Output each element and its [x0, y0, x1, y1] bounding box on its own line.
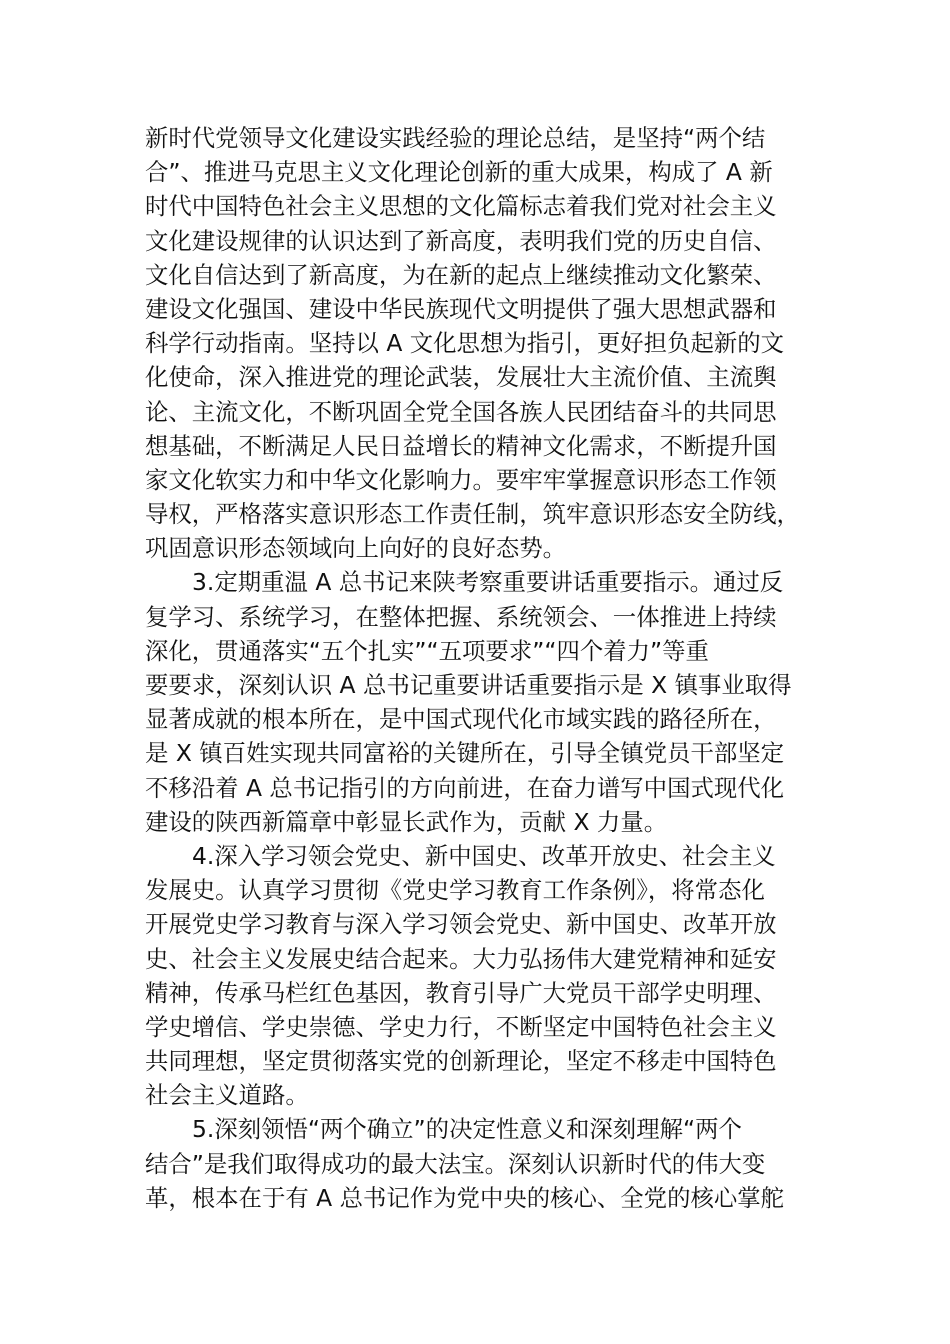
text-line: 共同理想，坚定贯彻落实党的创新理论，坚定不移走中国特色 — [145, 1047, 777, 1076]
text-line: 革，根本在于有 A 总书记作为党中央的核心、全党的核心掌舵 — [145, 1183, 785, 1212]
text-line: 想基础，不断满足人民日益增长的精神文化需求，不断提升国 — [145, 431, 777, 460]
text-line: 社会主义道路。 — [145, 1081, 309, 1110]
text-line: 建设的陕西新篇章中彰显长武作为，贡献 X 力量。 — [145, 807, 668, 836]
text-line: 发展史。认真学习贯彻《党史学习教育工作条例》，将常态化 — [145, 876, 765, 905]
text-line: 复学习、系统学习，在整体把握、系统领会、一体推进上持续 — [145, 602, 777, 631]
text-line: 文化自信达到了新高度，为在新的起点上继续推动文化繁荣、 — [145, 260, 777, 289]
text-line: 论、主流文化，不断巩固全党全国各族人民团结奋斗的共同思 — [145, 397, 777, 426]
text-line: 显著成就的根本所在，是中国式现代化市域实践的路径所在， — [145, 705, 777, 734]
text-line: 不移沿着 A 总书记指引的方向前进，在奋力谱写中国式现代化 — [145, 773, 785, 802]
text-line: 文化建设规律的认识达到了新高度，表明我们党的历史自信、 — [145, 226, 777, 255]
text-line: 化使命，深入推进党的理论武装，发展壮大主流价值、主流舆 — [145, 363, 777, 392]
text-line: 史、社会主义发展史结合起来。大力弘扬伟大建党精神和延安 — [145, 944, 777, 973]
text-line: 要要求，深刻认识 A 总书记重要讲话重要指示是 X 镇事业取得 — [145, 671, 792, 699]
text-line: 开展党史学习教育与深入学习领会党史、新中国史、改革开放 — [145, 910, 777, 939]
text-line: 精神，传承马栏红色基因，教育引导广大党员干部学史明理、 — [145, 978, 777, 1007]
text-line: 科学行动指南。坚持以 A 文化思想为指引，更好担负起新的文 — [145, 329, 785, 358]
text-line: 合”、推进马克思主义文化理论创新的重大成果，构成了 A 新 — [145, 158, 773, 187]
text-line: 结合”是我们取得成功的最大法宝。深刻认识新时代的伟大变 — [145, 1149, 766, 1178]
paragraph-3-start: 3.定期重温 A 总书记来陕考察重要讲话重要指示。通过反 — [192, 568, 784, 597]
text-line: 深化，贯通落实“五个扎实”“五项要求”“四个着力”等重 — [145, 636, 709, 665]
text-line: 导权，严格落实意识形态工作责任制，筑牢意识形态安全防线， — [145, 500, 800, 529]
text-line: 家文化软实力和中华文化影响力。要牢牢掌握意识形态工作领 — [145, 465, 777, 494]
text-line: 巩固意识形态领域向上向好的良好态势。 — [145, 534, 567, 563]
text-line: 建设文化强国、建设中华民族现代文明提供了强大思想武器和 — [145, 294, 777, 323]
paragraph-5-start: 5.深刻领悟“两个确立”的决定性意义和深刻理解“两个 — [192, 1115, 742, 1144]
text-line: 时代中国特色社会主义思想的文化篇标志着我们党对社会主义 — [145, 192, 777, 221]
text-line: 是 X 镇百姓实现共同富裕的关键所在，引导全镇党员干部坚定 — [145, 739, 785, 768]
document-body — [145, 121, 809, 1215]
text-line: 新时代党领导文化建设实践经验的理论总结，是坚持“两个结 — [145, 124, 766, 152]
text-line: 学史增信、学史崇德、学史力行，不断坚定中国特色社会主义 — [145, 1012, 777, 1041]
paragraph-4-start: 4.深入学习领会党史、新中国史、改革开放史、社会主义 — [192, 841, 776, 870]
